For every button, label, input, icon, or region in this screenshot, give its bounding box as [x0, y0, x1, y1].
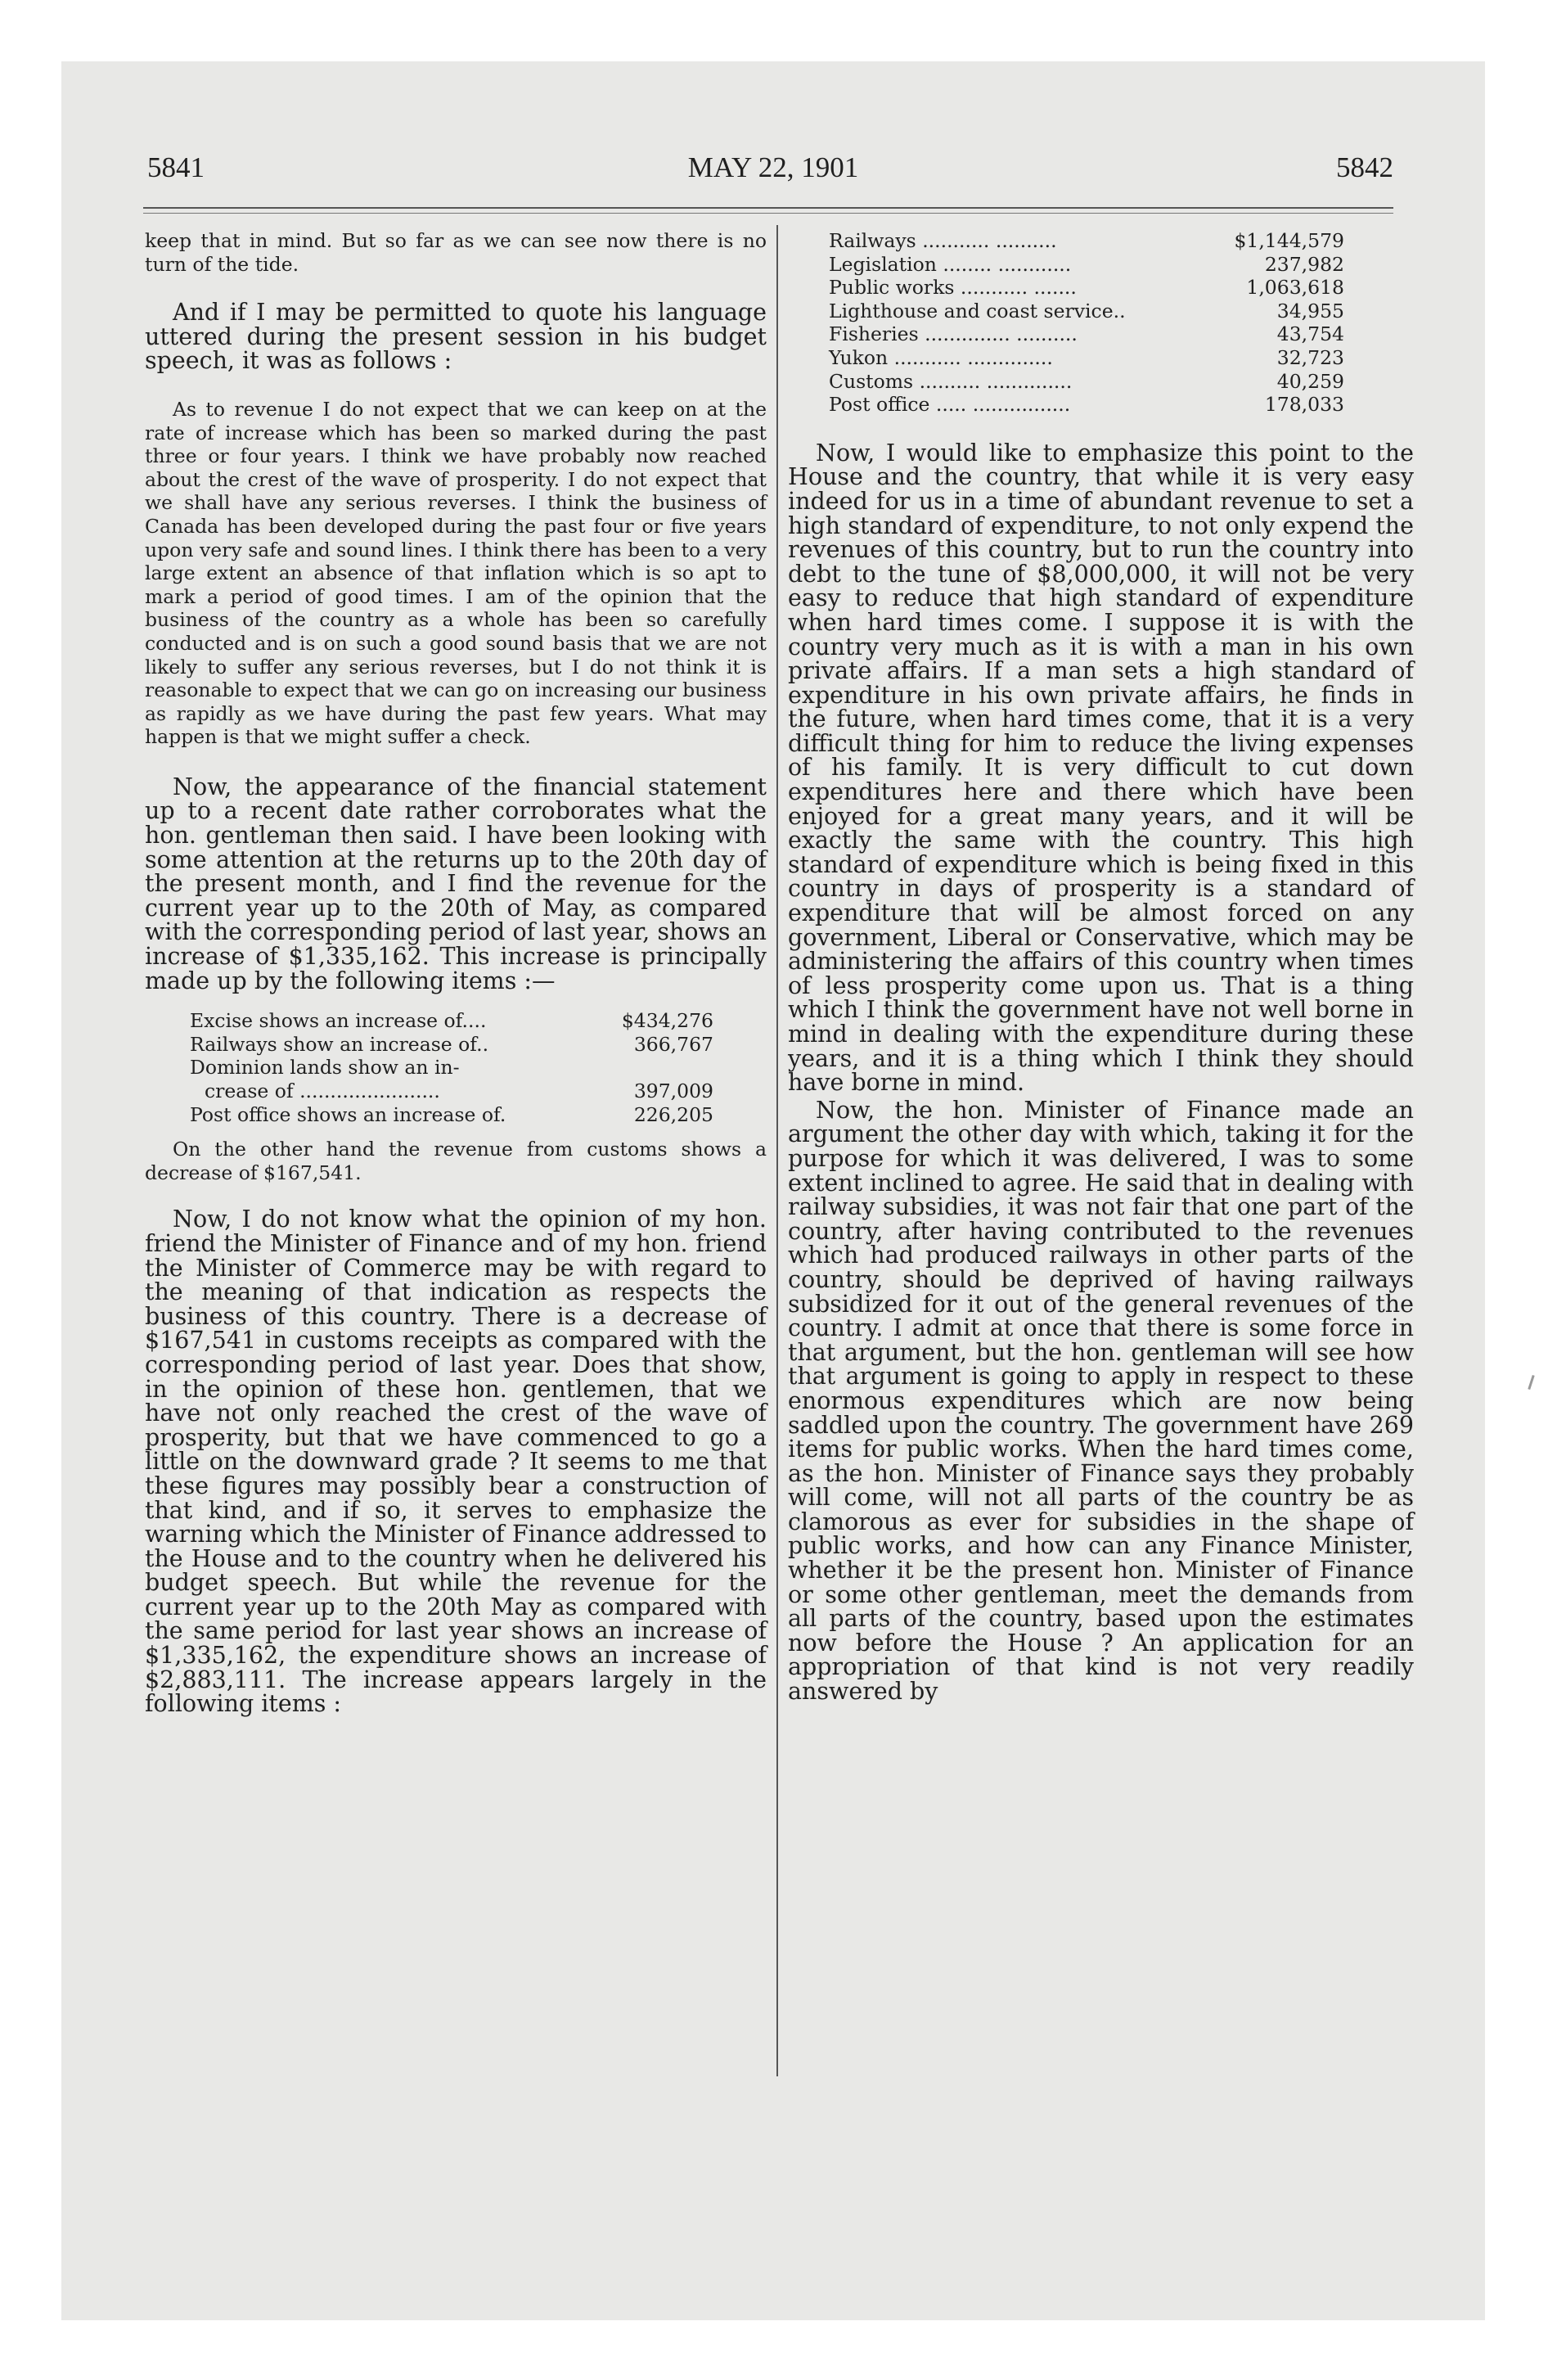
table-row: Post office shows an increase of. 226,205 [190, 1102, 713, 1126]
page-header [61, 151, 1485, 192]
paragraph: Now, I do not know what the opinion of my hon. friend the Minister of Finance and of my hon. friend the Minister of Commerce may be with regard to the meaning of that indication as respects the business of this country. There is a decrease of $167,541 in customs receipts as compared with the corresponding period of last year. Does that show, in the opinion of these hon. gentlemen, that we have not only reached the crest of the wave of prosperity, but that we have commenced to go a little on the downward grade ? It seems to me that these figures may possibly bear a construction of that kind, and if so, it serves to emphasize the warning which the Minister of Finance addressed to the House and to the country when he delivered his budget speech. But while the revenue for the current year up to the 20th May as compared with the same period for last year shows an increase of $1,335,162, the expenditure shows an increase of $2,883,111. The increase appears largely in the following items : [145, 1206, 767, 1718]
paragraph: Now, the appearance of the financial statement up to a recent date rather corroborates what the hon. gentleman then said. I have been looking with some attention at the returns up to the 20th day of the present month, and I find the revenue for the current year up to the 20th of May, as compared with the corresponding period of last year, shows an increase of $1,335,162. This increase is principally made up by the following items :— [145, 773, 767, 994]
revenue-increase-table [190, 1009, 713, 1126]
stray-mark [1528, 1375, 1534, 1390]
page-number-left: 5841 [147, 151, 205, 183]
paragraph: And if I may be permitted to quote his language uttered during the present session in his budget speech, it was as follows : [145, 299, 767, 375]
table-row: crease of ....................... 397,009 [205, 1080, 713, 1102]
table-row: Fisheries .............. .......... 43,754 [829, 322, 1344, 346]
paragraph: keep that in mind. But so far as we can see now there is no turn of the tide. [145, 229, 767, 276]
table-row: Railways ........... .......... $1,144,579 [829, 229, 1344, 252]
header-rule-thin [143, 213, 1393, 214]
page-date: MAY 22, 1901 [687, 151, 859, 183]
table-row: Railways show an increase of.. 366,767 [190, 1032, 713, 1056]
left-column [145, 229, 767, 1734]
table-row: Public works ........... ....... 1,063,618 [829, 276, 1344, 300]
table-row: Legislation ........ ............ 237,982 [829, 252, 1344, 276]
budget-speech-quote: As to revenue I do not expect that we can keep on at the rate of increase which has been so marked during the past three or four years. I think we have probably now reached about the crest of the wave of prosperity. I do not expect that we shall have any serious reverses. I think the business of Canada has been developed during the past four or five years upon very safe and sound lines. I think there has been to a very large extent an absence of that inflation which is so apt to mark a period of good times. I am of the opinion that the business of the country as a whole has been so carefully conducted and is on such a good sound basis that we are not likely to suffer any serious reverses, but I do not think it is reasonable to expect that we can go on increasing our business as rapidly as we have during the past few years. What may happen is that we might suffer a check. [145, 397, 767, 749]
table-row: Lighthouse and coast service.. 34,955 [829, 299, 1344, 322]
paragraph: Now, the hon. Minister of Finance made an argument the other day with which, taking it for the purpose for which it was delivered, I was to some extent inclined to agree. He said that in dealing with railway subsidies, it was not fair that one part of the country, after having contributed to the revenues which had produced railways in other parts of the country, should be deprived of having railways subsidized for it out of the general revenues of the country. I admit at once that there is some force in that argument, but the hon. gentleman will see how that argument is going to apply in respect to these enormous expenditures which are now being saddled upon the country. The government have 269 items for public works. When the hard times come, as the hon. Minister of Finance says they probably will come, will not all parts of the country be as clamorous as ever for subsidies in the shape of public works, and how can any Finance Minister, whether it be the present hon. Minister of Finance or some other gentleman, meet the demands from all parts of the country, based upon the estimates now before the House ? An application for an appropriation of that kind is not very readily answered by [788, 1096, 1414, 1706]
table-row: Excise shows an increase of.... $434,276 [190, 1009, 713, 1033]
paragraph: Now, I would like to emphasize this point to the House and the country, that while it is very easy indeed for us in a time of abundant revenue to set a high standard of expenditure, to not only expend the revenues of this country, but to run the country into debt to the tune of $8,000,000, it will not be very easy to reduce that high standard of expenditure when hard times come. I suppose it is with the country very much as it is with a man in his own private affairs. If a man sets a high standard of expenditure in his own private affairs, he finds in the future, when hard times come, that it is a very difficult thing for him to reduce the living expenses of his family. It is very difficult to cut down expenditures here and there which have been enjoyed for a great many years, and it will be exactly the same with the country. This high standard of expenditure which is being fixed in this country in days of prosperity is a standard of expenditure that will be almost forced on any government, Liberal or Conservative, which may be administering the affairs of this country when times of less prosperity come upon us. That is a thing which I think the government have not well borne in mind in dealing with the expenditure during these years, and it is a thing which I think they should have borne in mind. [788, 439, 1414, 1097]
table-row: Yukon ........... .............. 32,723 [829, 345, 1344, 369]
header-rule [143, 207, 1393, 209]
right-column [788, 229, 1414, 1722]
page-number-right: 5842 [1336, 151, 1393, 183]
table-row: Dominion lands show an in- [190, 1056, 460, 1080]
table-row: Post office ..... ................ 178,033 [829, 393, 1344, 417]
table-row: Customs .......... .............. 40,259 [829, 369, 1344, 393]
paragraph: On the other hand the revenue from customs shows a decrease of $167,541. [145, 1138, 767, 1184]
column-divider [776, 225, 778, 2076]
page [61, 61, 1485, 2320]
expenditure-increase-table [829, 229, 1344, 417]
